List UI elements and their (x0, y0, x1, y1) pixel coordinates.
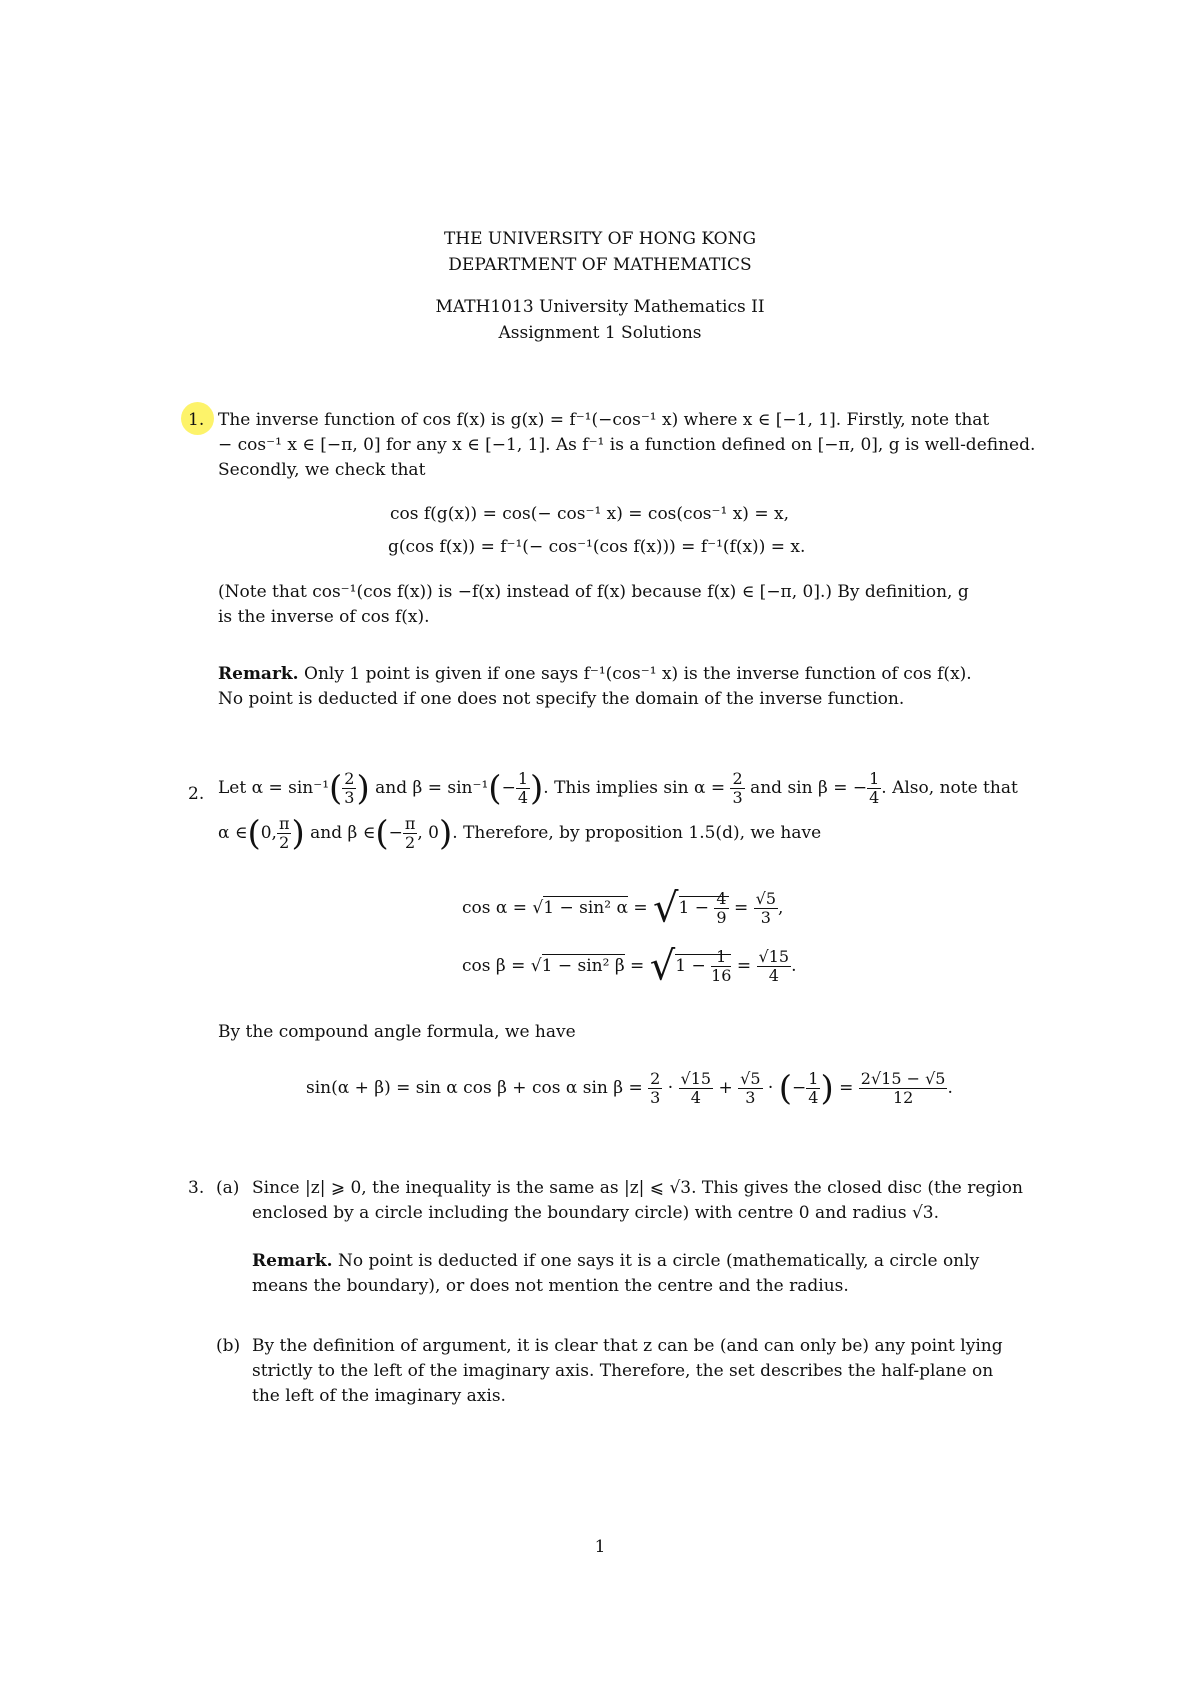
q2-and-sinb: and sin β = − (750, 778, 868, 798)
q2-line2: α ∈(0, $\frac{\pi}{2}$ ) and β ∈(− $\frac{\pi}{2}$ , 0). Therefore, by proposition 1.5(d), we have (218, 813, 822, 854)
fraction-2-3-b: $\frac{2}{3}$ (732, 769, 743, 807)
q3b-line2: strictly to the left of the imaginary axis. Therefore, the set describes the half-plane on (252, 1361, 994, 1381)
q3a-remark-line2: means the boundary), or does not mention the centre and the radius. (252, 1276, 849, 1296)
q1-line1: The inverse function of cos f(x) is g(x) = f⁻¹(−cos⁻¹ x) where x ∈ [−1, 1]. Firstly, note that (218, 410, 990, 430)
q3b-line1: By the definition of argument, it is clear that z can be (and can only be) any point lying (252, 1336, 1003, 1356)
document-title: Assignment 1 Solutions (498, 323, 702, 343)
q2-and-beta-in: and β ∈ (310, 823, 376, 843)
q2-implies: . This implies sin α = (543, 778, 726, 798)
q2-let: Let α = sin⁻¹ (218, 778, 330, 798)
q2-alpha-in: α ∈ (218, 823, 248, 843)
q3a-label: (a) (216, 1178, 240, 1198)
department-name: DEPARTMENT OF MATHEMATICS (448, 255, 752, 275)
q1-note-line2: is the inverse of cos f(x). (218, 607, 430, 627)
q1-note-line1: (Note that cos⁻¹(cos f(x)) is −f(x) instead of f(x) because f(x) ∈ [−π, 0].) By definition, g (218, 582, 969, 602)
q3a-remark-line1: Remark. No point is deducted if one says it is a circle (mathematically, a circle only (252, 1251, 980, 1271)
q1-line2: − cos⁻¹ x ∈ [−π, 0] for any x ∈ [−1, 1]. As f⁻¹ is a function defined on [−π, 0], g is well-defined. (218, 435, 1036, 455)
q2-number: 2. (188, 784, 205, 804)
q1-equation-1: cos f(g(x)) = cos(− cos⁻¹ x) = cos(cos⁻¹ x) = x, (390, 504, 789, 524)
q2-cos-beta-eq: cos β = √1 − sin² β = √1 − $\frac{1}{16}$ = $\frac{√15}{4}$ . (462, 943, 797, 990)
fraction-2-3: $\frac{2}{3}$ (344, 769, 355, 807)
q1-number: 1. (188, 410, 205, 430)
q3-number: 3. (188, 1178, 205, 1198)
q2-cos-alpha-eq: cos α = √1 − sin² α = √1 − $\frac{4}{9}$ = $\frac{√5}{3}$ , (462, 885, 784, 932)
q3b-label: (b) (216, 1336, 241, 1356)
q2-and-beta: and β = sin⁻¹ (375, 778, 489, 798)
fraction-pi-2-b: $\frac{\pi}{2}$ (404, 814, 416, 852)
university-name: THE UNIVERSITY OF HONG KONG (443, 229, 757, 249)
q1-line3: Secondly, we check that (218, 460, 426, 480)
fraction-1-4-b: $\frac{1}{4}$ (869, 769, 880, 807)
page-number: 1 (594, 1537, 606, 1557)
q2-compound-text: By the compound angle formula, we have (218, 1022, 576, 1042)
q1-remark-line1 (218, 662, 972, 686)
q2-therefore: . Therefore, by proposition 1.5(d), we have (452, 823, 822, 843)
remark-text: Only 1 point is given if one says f⁻¹(cos⁻¹ x) is the inverse function of cos f(x). (304, 664, 972, 684)
q2-line1: Let α = sin⁻¹( $\frac{2}{3}$ ) and β = sin⁻¹(− $\frac{1}{4}$ ). This implies sin α = $\frac{2}{3}$ and sin β = − $\frac{1}{4}$ . Also, note that (218, 768, 1018, 809)
q1-remark-line2: No point is deducted if one does not specify the domain of the inverse function. (218, 689, 905, 709)
remark-label: Remark. (218, 664, 299, 684)
q3a-line1: Since |z| ⩾ 0, the inequality is the same as |z| ⩽ √3. This gives the closed disc (the region (252, 1178, 1023, 1198)
q2-sin-sum-eq: sin(α + β) = sin α cos β + cos α sin β = $\frac{2}{3}$ · $\frac{√15}{4}$ + $\frac{√5}{3}$ · (− $\frac{1}{4}$ ) = $\frac{2√15 - √5}{12}$ . (306, 1068, 953, 1109)
q3b-line3: the left of the imaginary axis. (252, 1386, 506, 1406)
q3a-line2: enclosed by a circle including the boundary circle) with centre 0 and radius √3. (252, 1203, 940, 1223)
fraction-pi-2: $\frac{\pi}{2}$ (278, 814, 290, 852)
course-title: MATH1013 University Mathematics II (435, 297, 765, 317)
q2-also: . Also, note that (881, 778, 1018, 798)
q1-equation-2: g(cos f(x)) = f⁻¹(− cos⁻¹(cos f(x))) = f⁻¹(f(x)) = x. (388, 537, 806, 557)
fraction-1-4: $\frac{1}{4}$ (517, 769, 528, 807)
